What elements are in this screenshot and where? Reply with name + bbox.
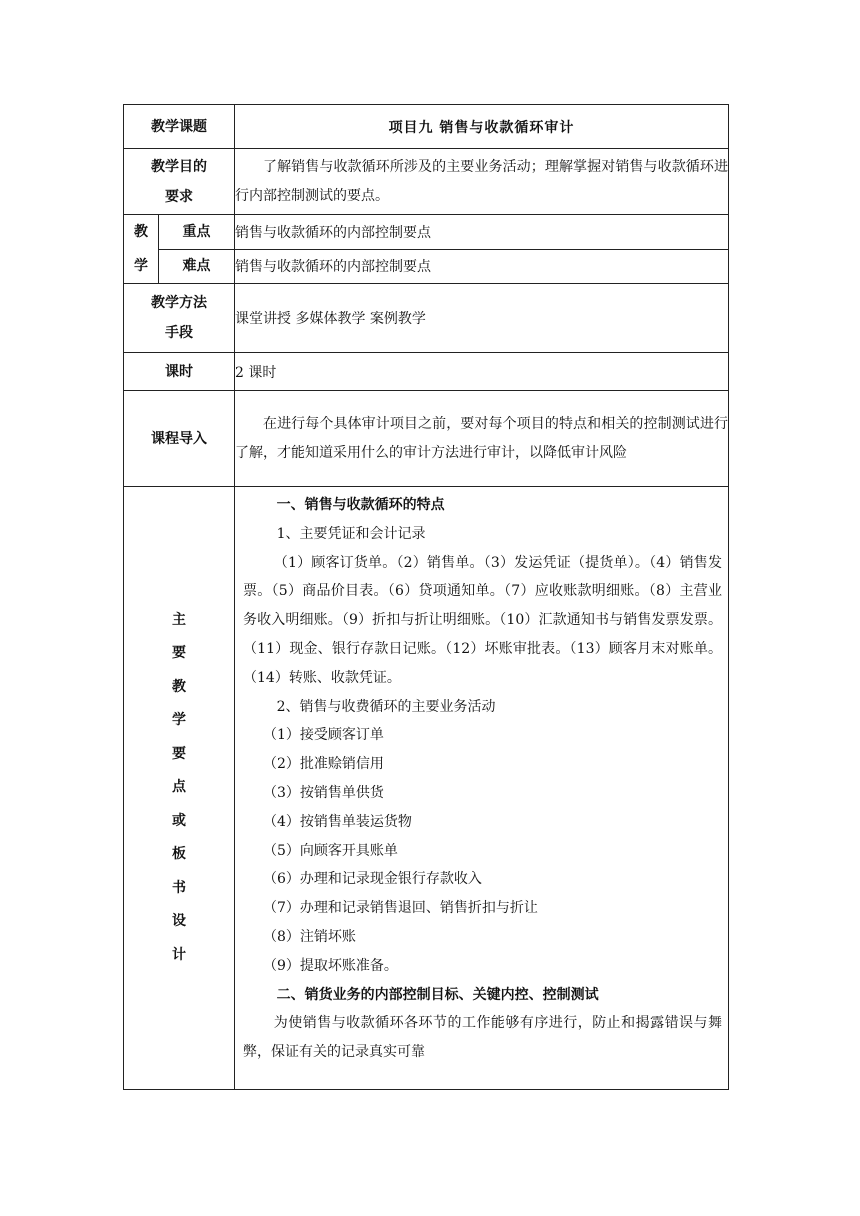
intro-label: 课程导入 [124, 391, 235, 487]
main-label-char: 板 [172, 846, 186, 863]
main-label-char: 教 [172, 678, 186, 695]
main-content-label [124, 487, 235, 1090]
main-label-char: 学 [172, 712, 186, 729]
activity-item: （9）提取坏账准备。 [263, 957, 398, 974]
activity-item: （8）注销坏账 [263, 928, 356, 945]
main-label-char: 要 [172, 745, 186, 762]
methods-label [124, 284, 235, 353]
important-row [124, 215, 729, 250]
main-label-char: 点 [172, 779, 186, 796]
methods-text: 课堂讲授 多媒体教学 案例教学 [235, 284, 729, 353]
lesson-plan-table [123, 104, 729, 1090]
main-label-char: 或 [172, 812, 186, 829]
documents-list: （1）顾客订货单。（2）销售单。（3）发运凭证（提货单）。（4）销售发票。（5）商品价目表。（6）贷项通知单。（7）应收账款明细账。（8）主营业务收入明细账。（9）折扣与折让明细账。（10）汇款通知书与销售发票发票。（11）现金、银行存款日记账。（12）坏账审批表。（13）顾客月末对账单。（14）转账、收款凭证。 [243, 554, 722, 686]
intro-text: 在进行每个具体审计项目之前，要对每个项目的特点和相关的控制测试进行了解，才能知道采用什么的审计方法进行审计，以降低审计风险 [235, 391, 729, 487]
difficult-row [124, 249, 729, 284]
main-content-body [235, 487, 729, 1090]
objectives-label-line2: 要求 [165, 188, 193, 205]
methods-label-line1: 教学方法 [151, 295, 207, 311]
intro-row [124, 391, 729, 487]
important-text: 销售与收款循环的内部控制要点 [235, 215, 729, 250]
subheading-documents: 1、主要凭证和会计记录 [276, 525, 426, 542]
important-label: 重点 [159, 215, 235, 250]
objectives-label-line1: 教学目的 [151, 158, 207, 175]
main-content-row [124, 487, 729, 1090]
topic-label: 教学课题 [124, 105, 235, 149]
objectives-text: 了解销售与收款循环所涉及的主要业务活动；理解掌握对销售与收款循环进行内部控制测试的要点。 [235, 149, 729, 215]
teaching-char-2: 学 [134, 258, 148, 274]
objectives-row [124, 149, 729, 215]
difficult-text: 销售与收款循环的内部控制要点 [235, 249, 729, 284]
activity-item: （5）向顾客开具账单 [263, 842, 398, 859]
main-label-char: 设 [172, 913, 186, 930]
main-label-char: 计 [172, 946, 186, 963]
activity-item: （1）接受顾客订单 [263, 727, 384, 744]
teaching-column-label [124, 215, 159, 284]
activity-item: （4）按销售单装运货物 [263, 813, 412, 830]
hours-label: 课时 [124, 353, 235, 391]
main-label-char: 书 [172, 879, 186, 896]
subheading-activities: 2、销售与收费循环的主要业务活动 [276, 698, 496, 715]
closing-paragraph: 为使销售与收款循环各环节的工作能够有序进行，防止和揭露错误与舞弊，保证有关的记录真实可靠 [243, 1015, 722, 1061]
topic-title: 项目九 销售与收款循环审计 [235, 105, 729, 149]
methods-label-line2: 手段 [165, 325, 193, 341]
section-heading-1: 一、销售与收款循环的特点 [276, 497, 445, 513]
methods-row [124, 284, 729, 353]
topic-row [124, 105, 729, 149]
hours-row [124, 353, 729, 391]
hours-text: 2 课时 [235, 353, 729, 391]
difficult-label: 难点 [159, 249, 235, 284]
activity-item: （3）按销售单供货 [263, 784, 384, 801]
main-label-char: 要 [172, 645, 186, 662]
section-heading-2: 二、销货业务的内部控制目标、关键内控、控制测试 [276, 986, 599, 1003]
activity-item: （2）批准赊销信用 [263, 756, 384, 773]
teaching-char-1: 教 [134, 224, 148, 240]
activity-item: （6）办理和记录现金银行存款收入 [263, 871, 482, 888]
activity-item: （7）办理和记录销售退回、销售折扣与折让 [263, 900, 538, 917]
main-label-char: 主 [172, 611, 186, 628]
objectives-label [124, 149, 235, 215]
